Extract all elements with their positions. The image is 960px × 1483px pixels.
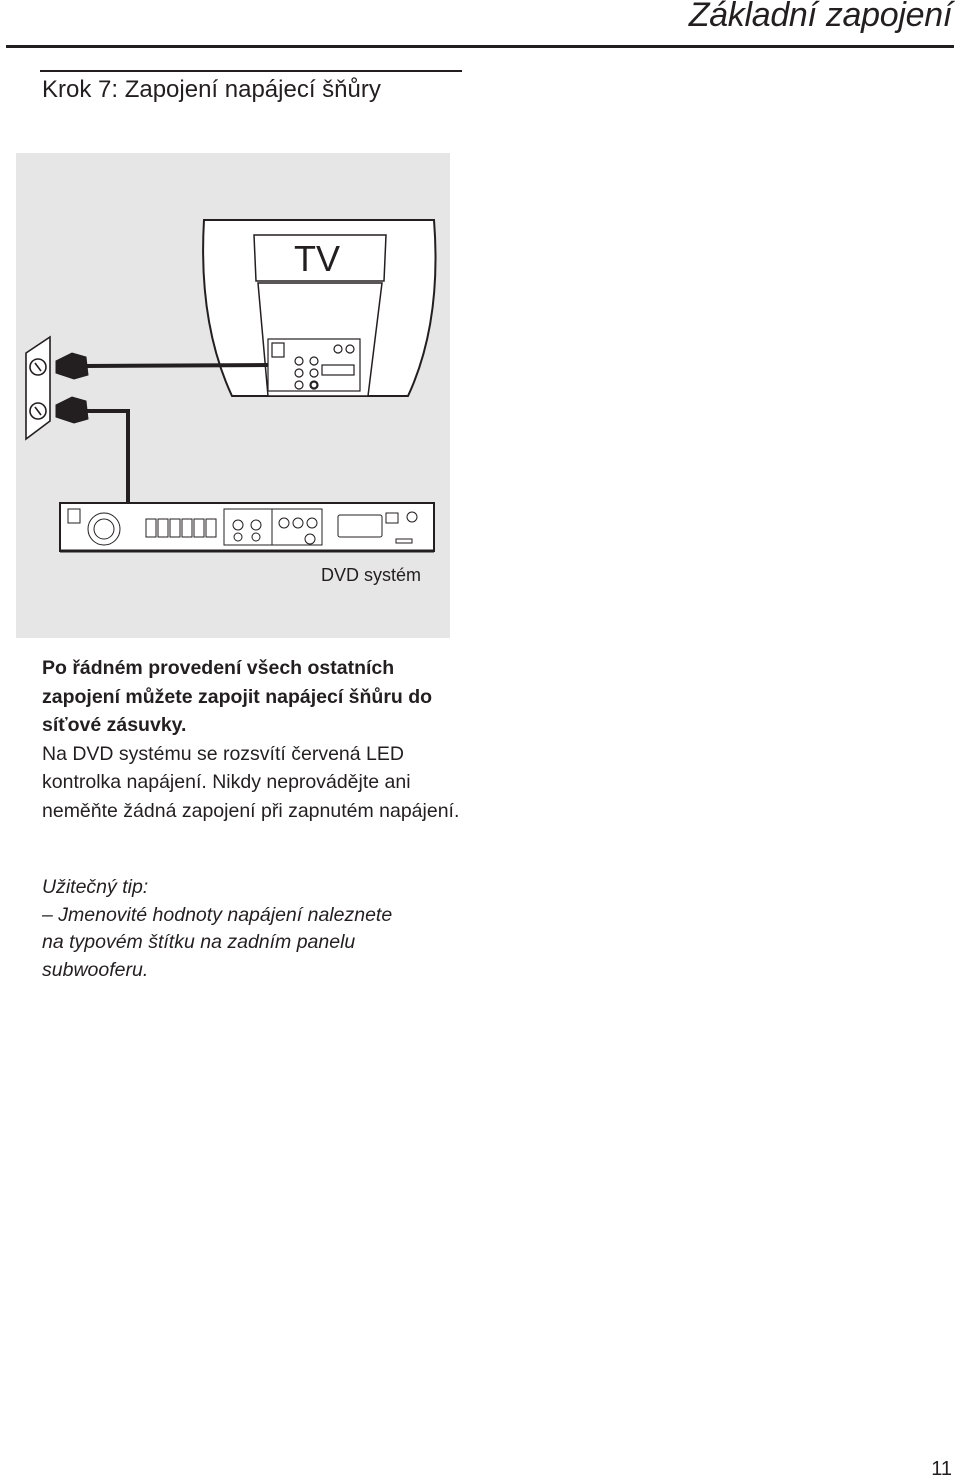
- connection-illustration: [16, 153, 450, 638]
- header-divider: [6, 45, 954, 48]
- tv-connector-panel: [268, 339, 360, 391]
- wall-socket: [26, 337, 50, 439]
- power-connection-diagram: [16, 153, 450, 638]
- instruction-text: [42, 654, 472, 826]
- instruction-lead: Po řádném provedení všech ostatních zapojení můžete zapojit napájecí šňůru do síťové zásuvky.: [42, 657, 433, 737]
- step-divider: [40, 70, 462, 72]
- page-header-title: Základní zapojení: [688, 0, 952, 34]
- tv-label: TV: [294, 238, 341, 279]
- dvd-system-label: DVD systém: [321, 565, 422, 585]
- tip-line-1: – Jmenovité hodnoty napájení naleznete: [42, 903, 393, 926]
- instruction-body: Na DVD systému se rozsvítí červená LED kontrolka napájení. Nikdy neprovádějte ani neměňte žádná zapojení při zapnutém napájení.: [42, 742, 460, 822]
- page-number: 11: [931, 1458, 952, 1480]
- tip-title: Užitečný tip:: [42, 876, 149, 898]
- power-plugs: [56, 353, 88, 423]
- step-heading: Krok 7: Zapojení napájecí šňůry: [42, 76, 381, 103]
- useful-tip: [42, 874, 472, 984]
- tip-line-3: subwooferu.: [42, 958, 149, 981]
- tip-line-2: na typovém štítku na zadním panelu: [42, 931, 356, 954]
